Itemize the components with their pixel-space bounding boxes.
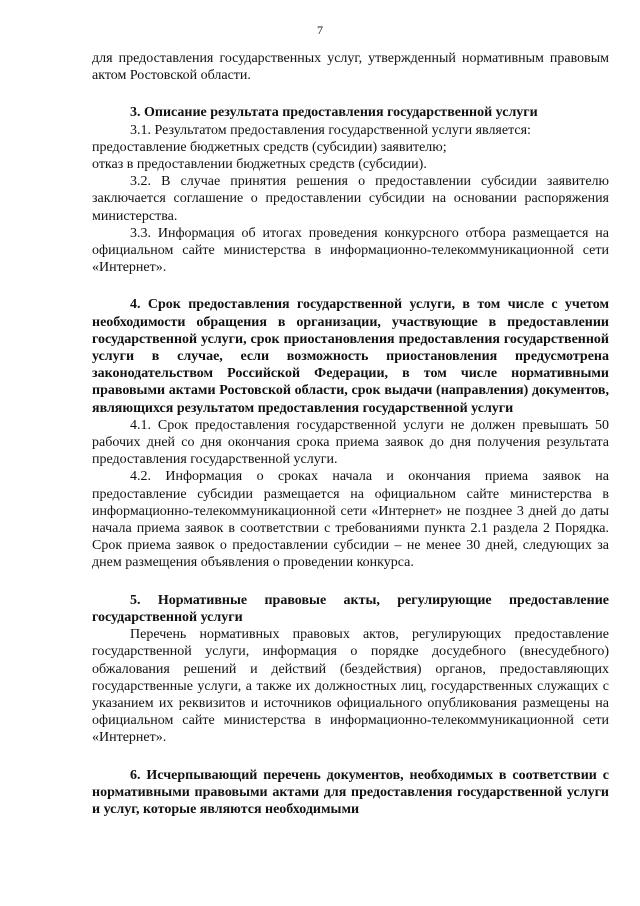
document-body	[92, 50, 609, 818]
section-5-heading: 5. Нормативные правовые акты, регулирующие предоставление государственной услуги	[92, 592, 609, 625]
paragraph-3-3: 3.3. Информация об итогах проведения конкурсного отбора размещается на официальном сайте министерства в информационно-телекоммуникационной сети «Интернет».	[92, 225, 609, 276]
intro-paragraph: для предоставления государственных услуг, утвержденный нормативным правовым актом Ростовской области.	[92, 51, 609, 84]
paragraph-4-2: 4.2. Информация о сроках начала и окончания приема заявок на предоставление субсидии размещается на официальном сайте министерства в информационно-телекоммуникационной сети «Интернет» не позднее 3 дней до даты начала приема заявок в соответствии с требованиями пункта 2.1 раздела 2 Порядка. Срок приема заявок о предоставлении субсидии – не менее 30 дней, следующих за днем размещения объявления о проведении конкурса.	[92, 469, 609, 571]
section-4-heading: 4. Срок предоставления государственной услуги, в том числе с учетом необходимости обращения в организации, участвующие в предоставлении государственной услуги, срок приостановления предоставления государственной услуги в случае, если возможность приостановления предусмотрена законодательством Российской Федерации, в том числе нормативными правовыми актами Ростовской области, срок выдачи (направления) документов, являющихся результатом предоставления государственной услуги	[92, 297, 609, 416]
paragraph-4-1: 4.1. Срок предоставления государственной услуги не должен превышать 50 рабочих дней со дня окончания срока приема заявок до дня получения результата предоставления государственной услуги.	[92, 417, 609, 468]
paragraph-3-1: 3.1. Результатом предоставления государственной услуги является:	[130, 122, 531, 138]
paragraph-3-1-b: отказ в предоставлении бюджетных средств (субсидии).	[92, 157, 427, 173]
paragraph-3-1-a: предоставление бюджетных средств (субсидии) заявителю;	[92, 139, 447, 155]
section-3-heading: 3. Описание результата предоставления государственной услуги	[130, 105, 538, 121]
section-6-heading: 6. Исчерпывающий перечень документов, необходимых в соответствии с нормативными правовыми актами для предоставления государственной услуги и услуг, которые являются необходимыми	[92, 767, 609, 817]
page-number: 7	[317, 23, 323, 37]
paragraph-3-2: 3.2. В случае принятия решения о предоставлении субсидии заявителю заключается соглашение о предоставлении субсидии на основании распоряжения министерства.	[92, 174, 609, 224]
paragraph-5-body: Перечень нормативных правовых актов, регулирующих предоставление государственной услуги, информация о порядке досудебного (внесудебного) обжалования решений и действий (бездействия) органов, предоставляющих государственные услуги, а также их должностных лиц, государственных служащих с указанием их реквизитов и источников официального опубликования размещены на официальном сайте министерства в информационно-телекоммуникационной сети «Интернет».	[92, 627, 609, 746]
